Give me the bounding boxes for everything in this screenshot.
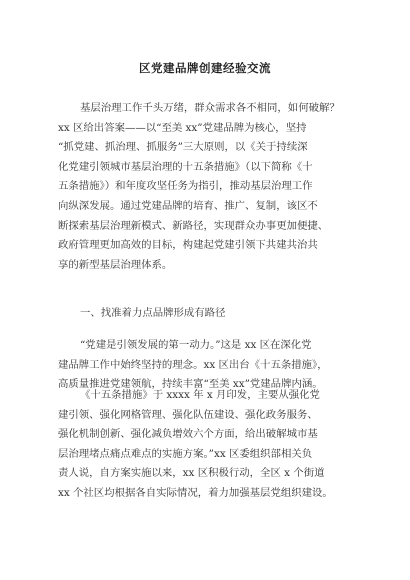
section-heading xyxy=(58,304,364,324)
text-line: xx 个社区均根据各自实际情况，着力加强基层党组织建设。 xyxy=(58,486,333,499)
text-line: 层治理堵点痛点难点的实施方案。”xx 区委组织部相关负 xyxy=(58,447,313,460)
paragraph-intro xyxy=(58,99,364,275)
text-line: 高质量推进党建领航，持续丰富“至美 xx”党建品牌内涵。 xyxy=(58,378,323,391)
text-line: 五条措施》）和年度攻坚任务为指引，推动基层治理工作 xyxy=(58,180,313,193)
text-line: 向纵深发展。通过党建品牌的培育、推广、复制，该区不 xyxy=(58,199,318,212)
text-line: 断探索基层治理新模式、新路径，实现群众办事更加便捷、 xyxy=(58,219,329,232)
text-line: “党建是引领发展的第一动力。”这是 xx 区在深化党 xyxy=(80,339,312,351)
section-heading-text: 一、找准着力点品牌形成有路径 xyxy=(80,307,226,319)
document-title: 区党建品牌创建经验交流 xyxy=(139,61,271,75)
text-line: 建品牌工作中始终坚持的理念。xx 区出台《十五条措施》， xyxy=(58,358,328,371)
text-line: 《十五条措施》于 xxxx 年 x 月印发，主要从强化党 xyxy=(80,389,320,401)
text-line: 责人说，自方案实施以来，xx 区积极行动，全区 x 个街道 xyxy=(58,467,325,480)
text-line: 享的新型基层治理体系。 xyxy=(58,258,173,271)
text-line: 建引领、强化网格管理、强化队伍建设、强化政务服务、 xyxy=(58,408,318,421)
text-line: xx 区给出答案——以“至美 xx”党建品牌为核心，坚持 xyxy=(58,121,307,134)
text-line: 化党建引领城市基层治理的十五条措施》（以下简称《十 xyxy=(58,160,313,173)
text-line: 强化机制创新、强化减负增效六个方面，给出破解城市基 xyxy=(58,428,318,441)
text-line: 政府管理更加高效的目标，构建起党建引领下共建共治共 xyxy=(58,239,318,252)
text-line: “抓党建、抓治理、抓服务”三大原则，以《关于持续深 xyxy=(58,141,308,154)
text-line: 基层治理工作千头万绪，群众需求各不相同，如何破解？ xyxy=(80,102,340,114)
paragraph-section1-b xyxy=(58,386,364,504)
